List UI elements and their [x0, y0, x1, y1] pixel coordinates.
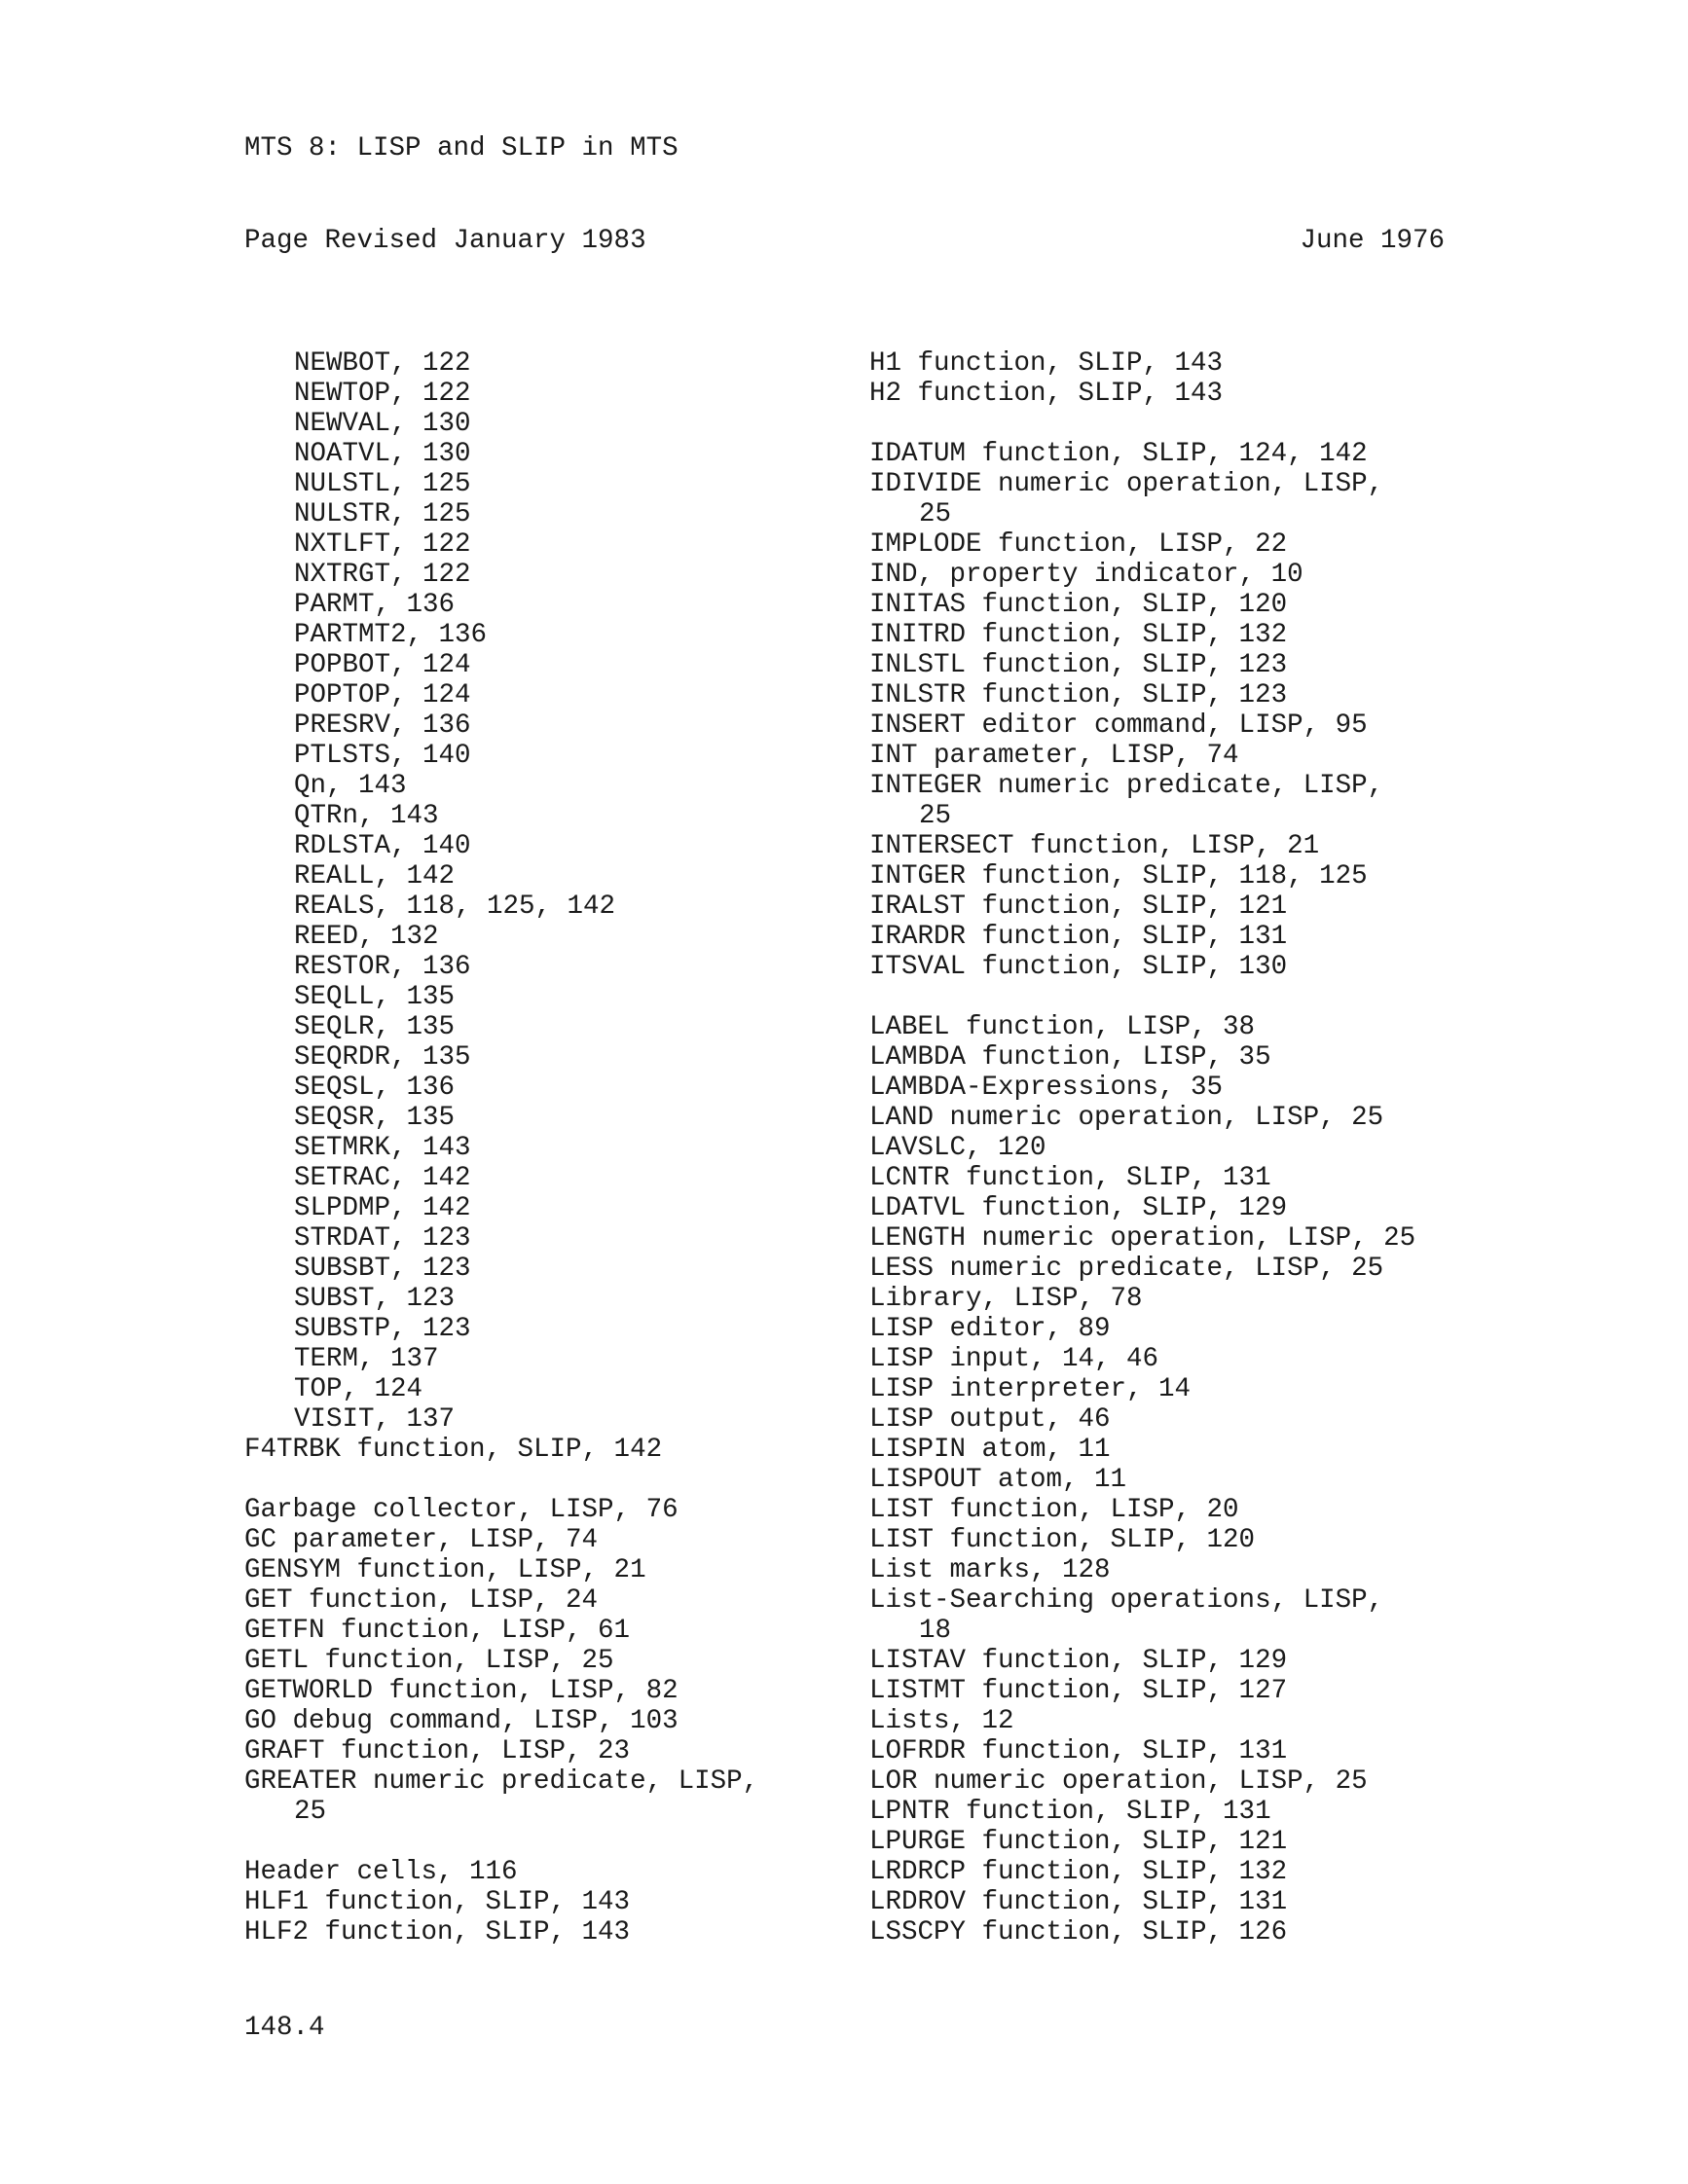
- index-entry: LAMBDA function, LISP, 35: [869, 1042, 1271, 1073]
- revision-note: Page Revised January 1983: [244, 226, 646, 256]
- index-entry: LRDRCP function, SLIP, 132: [869, 1857, 1288, 1887]
- index-spacer: [244, 1465, 758, 1495]
- index-entry: IDATUM function, SLIP, 124, 142: [869, 439, 1368, 469]
- index-entry: LISTAV function, SLIP, 129: [869, 1646, 1288, 1676]
- index-entry: TOP, 124: [294, 1374, 423, 1404]
- index-entry: GETFN function, LISP, 61: [244, 1616, 631, 1646]
- index-entry: NXTLFT, 122: [294, 529, 471, 560]
- index-entry: LESS numeric predicate, LISP, 25: [869, 1254, 1384, 1284]
- index-entry: 18: [919, 1616, 952, 1646]
- index-entry: H2 function, SLIP, 143: [869, 379, 1224, 409]
- index-entry: LISP editor, 89: [869, 1314, 1111, 1344]
- index-entry: NEWTOP, 122: [294, 379, 471, 409]
- index-entry: POPTOP, 124: [294, 680, 471, 710]
- index-entry: LENGTH numeric operation, LISP, 25: [869, 1223, 1416, 1254]
- index-spacer: [869, 409, 1415, 439]
- index-entry: LSSCPY function, SLIP, 126: [869, 1917, 1288, 1947]
- index-entry: TERM, 137: [294, 1344, 439, 1374]
- index-entry: LISP interpreter, 14: [869, 1374, 1192, 1404]
- index-entry: SETRAC, 142: [294, 1163, 471, 1193]
- index-spacer: [244, 1827, 758, 1857]
- index-entry: LCNTR function, SLIP, 131: [869, 1163, 1271, 1193]
- index-entry: 25: [919, 801, 952, 831]
- index-entry: NOATVL, 130: [294, 439, 471, 469]
- index-entry: INTEGER numeric predicate, LISP,: [869, 771, 1384, 801]
- index-entry: List-Searching operations, LISP,: [869, 1585, 1384, 1616]
- index-entry: LDATVL function, SLIP, 129: [869, 1193, 1288, 1223]
- index-entry: LRDROV function, SLIP, 131: [869, 1887, 1288, 1917]
- index-entry: SETMRK, 143: [294, 1133, 471, 1163]
- index-entry: LPNTR function, SLIP, 131: [869, 1797, 1271, 1827]
- index-entry: LAVSLC, 120: [869, 1133, 1046, 1163]
- index-entry: GO debug command, LISP, 103: [244, 1706, 679, 1736]
- index-entry: GREATER numeric predicate, LISP,: [244, 1766, 759, 1797]
- index-entry: VISIT, 137: [294, 1404, 456, 1435]
- index-entry: SEQSR, 135: [294, 1103, 456, 1133]
- index-entry: INSERT editor command, LISP, 95: [869, 710, 1368, 741]
- index-entry: PARMT, 136: [294, 590, 456, 620]
- index-entry: LISPIN atom, 11: [869, 1435, 1111, 1465]
- index-entry: STRDAT, 123: [294, 1223, 471, 1254]
- index-entry: INLSTL function, SLIP, 123: [869, 650, 1288, 680]
- index-entry: H1 function, SLIP, 143: [869, 348, 1224, 379]
- index-entry: IDIVIDE numeric operation, LISP,: [869, 469, 1384, 499]
- index-entry: Library, LISP, 78: [869, 1284, 1143, 1314]
- index-entry: GETL function, LISP, 25: [244, 1646, 614, 1676]
- index-entry: F4TRBK function, SLIP, 142: [244, 1435, 663, 1465]
- index-entry: GENSYM function, LISP, 21: [244, 1555, 646, 1585]
- document-title: MTS 8: LISP and SLIP in MTS: [244, 133, 679, 164]
- index-entry: SEQLR, 135: [294, 1012, 456, 1042]
- index-entry: SEQLL, 135: [294, 982, 456, 1012]
- index-entry: RDLSTA, 140: [294, 831, 471, 861]
- index-entry: NULSTL, 125: [294, 469, 471, 499]
- index-entry: LISTMT function, SLIP, 127: [869, 1676, 1288, 1706]
- index-entry: PARTMT2, 136: [294, 620, 488, 650]
- index-column-left: [244, 348, 758, 1947]
- index-entry: REALS, 118, 125, 142: [294, 892, 616, 922]
- index-entry: SUBSBT, 123: [294, 1254, 471, 1284]
- index-entry: SUBST, 123: [294, 1284, 456, 1314]
- index-entry: 25: [919, 499, 952, 529]
- index-entry: ITSVAL function, SLIP, 130: [869, 952, 1288, 982]
- index-entry: Garbage collector, LISP, 76: [244, 1495, 679, 1525]
- index-spacer: [869, 982, 1415, 1012]
- index-entry: SEQRDR, 135: [294, 1042, 471, 1073]
- index-entry: Lists, 12: [869, 1706, 1014, 1736]
- index-entry: REALL, 142: [294, 861, 456, 892]
- index-entry: RESTOR, 136: [294, 952, 471, 982]
- index-entry: Qn, 143: [294, 771, 407, 801]
- index-entry: NEWVAL, 130: [294, 409, 471, 439]
- index-entry: INTERSECT function, LISP, 21: [869, 831, 1320, 861]
- page-number: 148.4: [244, 2013, 325, 2043]
- index-entry: PTLSTS, 140: [294, 741, 471, 771]
- index-entry: NULSTR, 125: [294, 499, 471, 529]
- index-entry: NEWBOT, 122: [294, 348, 471, 379]
- index-entry: GRAFT function, LISP, 23: [244, 1736, 631, 1766]
- index-entry: INITAS function, SLIP, 120: [869, 590, 1288, 620]
- index-column-right: [869, 348, 1415, 1947]
- index-entry: LAND numeric operation, LISP, 25: [869, 1103, 1384, 1133]
- index-entry: REED, 132: [294, 922, 439, 952]
- index-entry: GC parameter, LISP, 74: [244, 1525, 599, 1555]
- index-entry: INITRD function, SLIP, 132: [869, 620, 1288, 650]
- index-entry: POPBOT, 124: [294, 650, 471, 680]
- index-entry: LIST function, SLIP, 120: [869, 1525, 1256, 1555]
- index-entry: QTRn, 143: [294, 801, 439, 831]
- index-entry: IMPLODE function, LISP, 22: [869, 529, 1288, 560]
- index-entry: LISP output, 46: [869, 1404, 1111, 1435]
- index-entry: PRESRV, 136: [294, 710, 471, 741]
- index-entry: IRALST function, SLIP, 121: [869, 892, 1288, 922]
- index-entry: GETWORLD function, LISP, 82: [244, 1676, 679, 1706]
- index-entry: LISPOUT atom, 11: [869, 1465, 1127, 1495]
- index-entry: INTGER function, SLIP, 118, 125: [869, 861, 1368, 892]
- index-entry: SLPDMP, 142: [294, 1193, 471, 1223]
- index-entry: HLF1 function, SLIP, 143: [244, 1887, 631, 1917]
- index-entry: IND, property indicator, 10: [869, 560, 1303, 590]
- index-entry: IRARDR function, SLIP, 131: [869, 922, 1288, 952]
- index-entry: SEQSL, 136: [294, 1073, 456, 1103]
- index-entry: HLF2 function, SLIP, 143: [244, 1917, 631, 1947]
- index-entry: SUBSTP, 123: [294, 1314, 471, 1344]
- index-entry: LABEL function, LISP, 38: [869, 1012, 1256, 1042]
- index-entry: 25: [294, 1797, 327, 1827]
- index-entry: LOFRDR function, SLIP, 131: [869, 1736, 1288, 1766]
- index-entry: INLSTR function, SLIP, 123: [869, 680, 1288, 710]
- index-entry: LOR numeric operation, LISP, 25: [869, 1766, 1368, 1797]
- index-entry: NXTRGT, 122: [294, 560, 471, 590]
- index-entry: LISP input, 14, 46: [869, 1344, 1159, 1374]
- index-entry: LAMBDA-Expressions, 35: [869, 1073, 1224, 1103]
- index-entry: LPURGE function, SLIP, 121: [869, 1827, 1288, 1857]
- index-entry: Header cells, 116: [244, 1857, 518, 1887]
- index-entry: LIST function, LISP, 20: [869, 1495, 1239, 1525]
- index-entry: List marks, 128: [869, 1555, 1111, 1585]
- index-entry: INT parameter, LISP, 74: [869, 741, 1239, 771]
- publication-date: June 1976: [1300, 226, 1445, 256]
- index-entry: GET function, LISP, 24: [244, 1585, 599, 1616]
